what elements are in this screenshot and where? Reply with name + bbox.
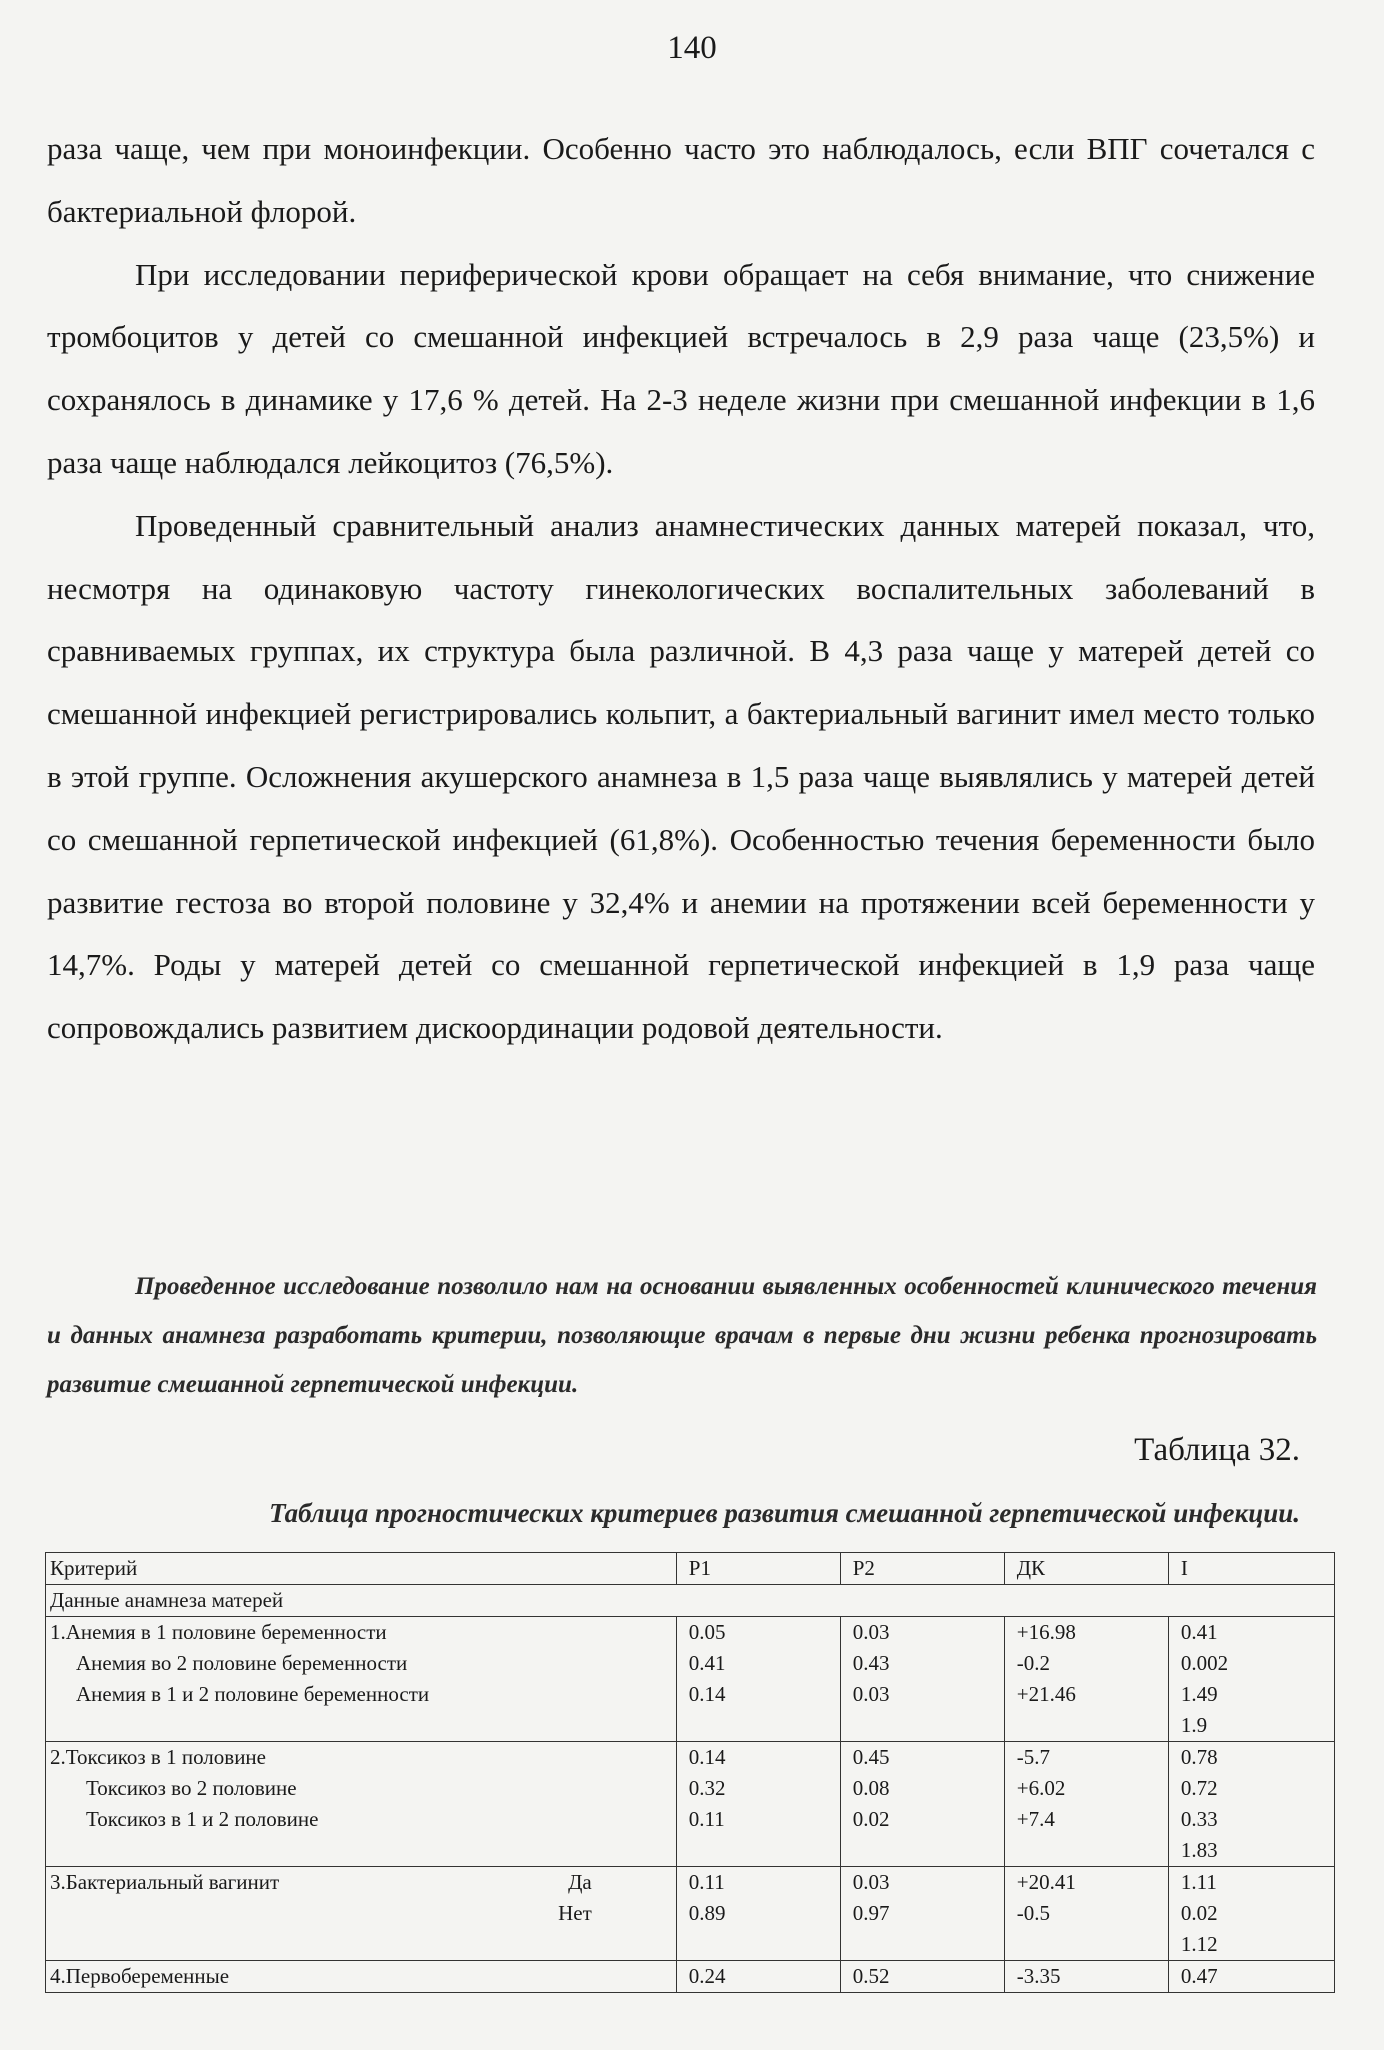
criteria-table [45, 1552, 1335, 1993]
table-row [46, 1867, 1335, 1961]
p2-cell [840, 1867, 1004, 1961]
answer-label: Нет [558, 1901, 592, 1925]
table-header-row [46, 1553, 1335, 1585]
dk-cell [1004, 1742, 1168, 1867]
paragraph-2: При исследовании периферической крови обращает на себя внимание, что снижение тромбоцитов у детей со смешанной инфекцией встречалось в 2,9 раза чаще (23,5%) и сохранялось в динамике у 17,6 % детей. На 2-3 неделе жизни при смешанной инфекции в 1,6 раза чаще наблюдался лейкоцитоз (76,5%). [47, 256, 1315, 480]
p2-value: 0.43 [852, 1651, 890, 1675]
criterion-line: Токсикоз в 1 и 2 половине [86, 1807, 319, 1831]
p1-value: 0.05 [688, 1620, 726, 1644]
table-caption: Таблица прогностических критериев развития смешанной герпетической инфекции. [269, 1498, 1300, 1528]
conclusion-paragraph: Проведенное исследование позволило нам на основании выявленных особенностей клинического течения и данных анамнеза разработать критерии, позволяющие врачам в первые дни жизни ребенка прогнозировать развитие смешанной герпетической инфекции. [47, 1273, 1317, 1398]
table-row [46, 1742, 1335, 1867]
p2-value: 0.08 [852, 1776, 890, 1800]
p1-value: 0.32 [688, 1776, 726, 1800]
header-dk: ДК [1004, 1553, 1168, 1585]
header-p2: P2 [840, 1553, 1004, 1585]
i-cell [1168, 1617, 1334, 1742]
paragraph-3: Проведенный сравнительный анализ анамнестических данных матерей показал, что, несмотря на одинаковую частоту гинекологических воспалительных заболеваний в сравниваемых группах, их структура была различной. В 4,3 раза чаще у матерей детей со смешанной инфекцией регистрировались кольпит, а бактериальный вагинит имел место только в этой группе. Осложнения акушерского анамнеза в 1,5 раза чаще выявлялись у матерей детей со смешанной герпетической инфекцией (61,8%). Особенностью течения беременности было развитие гестоза во второй половине у 32,4% и анемии на протяжении всей беременности у 14,7%. Роды у матерей детей со смешанной герпетической инфекцией в 1,9 раза чаще сопровождались развитием дискоординации родовой деятельности. [47, 507, 1315, 1046]
header-p1: P1 [676, 1553, 840, 1585]
section-title: Данные анамнеза матерей [46, 1585, 1335, 1617]
p2-value: 0.03 [852, 1682, 890, 1706]
p1-value: 0.89 [688, 1901, 726, 1925]
dk-cell [1004, 1617, 1168, 1742]
criterion-cell [46, 1742, 677, 1867]
i-value: 1.83 [1180, 1838, 1218, 1862]
table-row [46, 1617, 1335, 1742]
dk-value: -0.5 [1016, 1901, 1050, 1925]
criterion-line: 3.Бактериальный вагинит [50, 1870, 280, 1894]
i-value: 1.49 [1180, 1682, 1218, 1706]
body-text [47, 118, 1315, 1060]
answer-label: Да [568, 1870, 592, 1894]
p1-value: 0.24 [676, 1961, 840, 1993]
dk-value: +16.98 [1016, 1620, 1076, 1644]
i-value: 1.11 [1180, 1870, 1217, 1894]
dk-cell [1004, 1867, 1168, 1961]
p2-value: 0.02 [852, 1807, 890, 1831]
criterion-line: Токсикоз во 2 половине [86, 1776, 297, 1800]
p1-value: 0.14 [688, 1682, 726, 1706]
table-row [46, 1961, 1335, 1993]
p1-value: 0.41 [688, 1651, 726, 1675]
criterion-cell: 4.Первобеременные [46, 1961, 677, 1993]
p1-cell [676, 1867, 840, 1961]
i-value: 0.33 [1180, 1807, 1218, 1831]
p1-cell [676, 1742, 840, 1867]
dk-value: +20.41 [1016, 1870, 1076, 1894]
criterion-cell [46, 1867, 677, 1961]
i-value: 0.002 [1180, 1651, 1229, 1675]
p2-cell [840, 1742, 1004, 1867]
dk-value: -5.7 [1016, 1745, 1050, 1769]
criterion-line: 1.Анемия в 1 половине беременности [50, 1620, 387, 1644]
header-criterion: Критерий [46, 1553, 677, 1585]
i-cell [1168, 1867, 1334, 1961]
p2-value: 0.03 [852, 1620, 890, 1644]
i-value: 0.41 [1180, 1620, 1218, 1644]
p2-value: 0.97 [852, 1901, 890, 1925]
i-cell [1168, 1742, 1334, 1867]
page-number: 140 [667, 30, 717, 66]
i-value: 1.9 [1180, 1713, 1208, 1737]
p2-cell [840, 1617, 1004, 1742]
dk-value: -3.35 [1004, 1961, 1168, 1993]
i-value: 0.47 [1168, 1961, 1334, 1993]
p2-value: 0.52 [840, 1961, 1004, 1993]
paragraph-1: раза чаще, чем при моноинфекции. Особенно часто это наблюдалось, если ВПГ сочетался с бактериальной флорой. [47, 131, 1315, 229]
table-number: Таблица 32. [1134, 1432, 1300, 1468]
criterion-line: Анемия во 2 половине беременности [76, 1651, 408, 1675]
p1-cell [676, 1617, 840, 1742]
p1-value: 0.11 [688, 1870, 725, 1894]
dk-value: +7.4 [1016, 1807, 1055, 1831]
i-value: 0.72 [1180, 1776, 1218, 1800]
i-value: 1.12 [1180, 1932, 1218, 1956]
i-value: 0.78 [1180, 1745, 1218, 1769]
dk-value: +6.02 [1016, 1776, 1066, 1800]
table-section-row [46, 1585, 1335, 1617]
i-value: 0.02 [1180, 1901, 1218, 1925]
p1-value: 0.14 [688, 1745, 726, 1769]
dk-value: +21.46 [1016, 1682, 1076, 1706]
criterion-line: 2.Токсикоз в 1 половине [50, 1745, 266, 1769]
p2-value: 0.03 [852, 1870, 890, 1894]
header-i: I [1168, 1553, 1334, 1585]
dk-value: -0.2 [1016, 1651, 1050, 1675]
p1-value: 0.11 [688, 1807, 725, 1831]
criterion-line: Анемия в 1 и 2 половине беременности [76, 1682, 430, 1706]
p2-value: 0.45 [852, 1745, 890, 1769]
criterion-cell [46, 1617, 677, 1742]
